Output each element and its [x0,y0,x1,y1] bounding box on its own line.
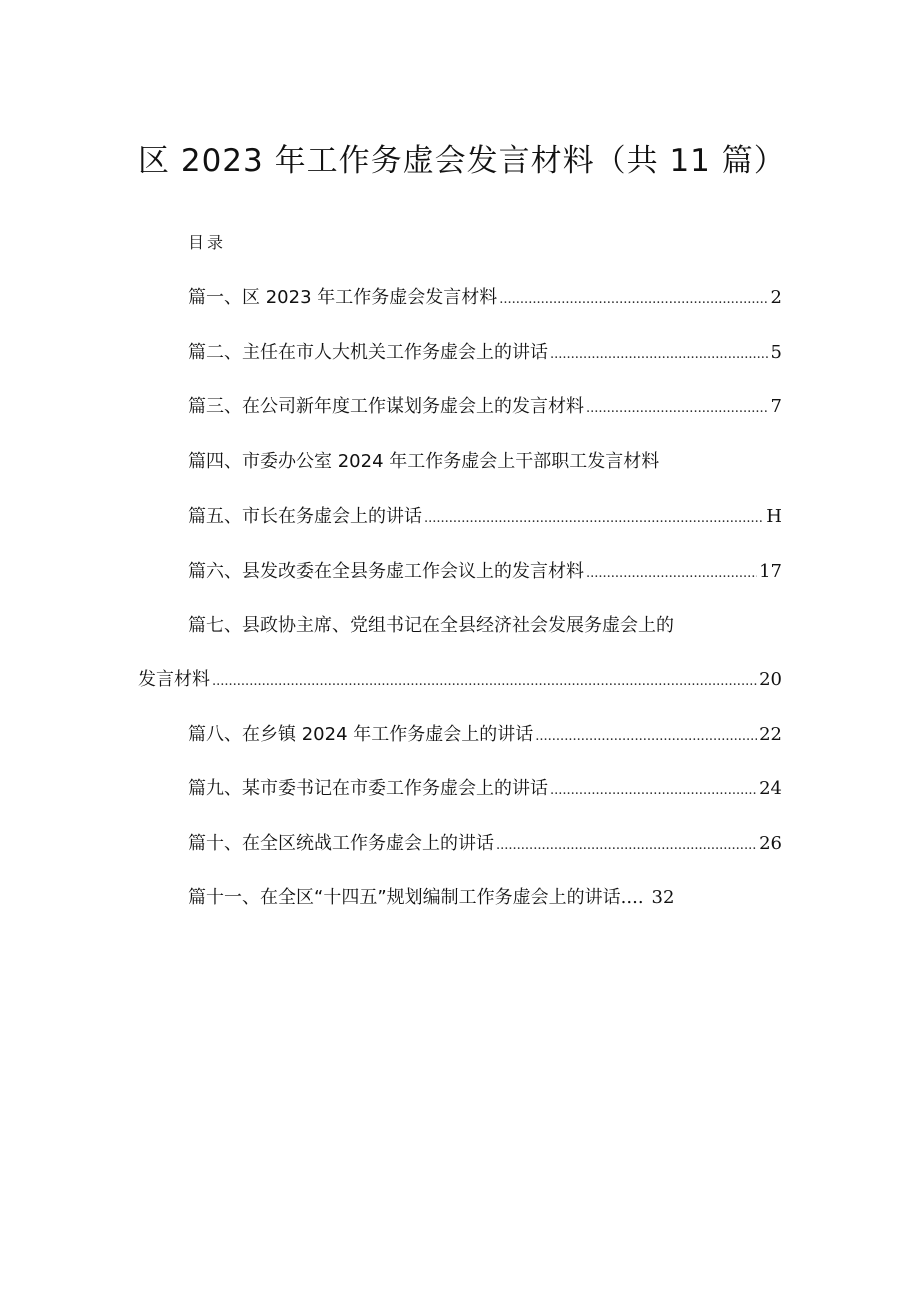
toc-entry-label: 篇十、在全区统战工作务虚会上的讲话 [188,833,494,854]
toc-entry-page: 20 [759,669,782,690]
toc-entry[interactable] [188,777,782,800]
toc-entry[interactable] [188,341,782,364]
toc-entry-label: 篇十一、在全区“十四五”规划编制工作务虚会上的讲话 [188,887,621,908]
toc-heading: 目录 [188,233,227,252]
toc-entry[interactable] [188,450,659,473]
toc-entry-label: 篇一、区 2023 年工作务虚会发言材料 [188,287,498,308]
toc-entry[interactable] [188,614,674,637]
leader-dots [550,347,769,364]
toc-entry-page: 22 [759,724,782,745]
leader-dots [535,729,757,746]
toc-entry[interactable] [188,832,782,855]
leader-dots [496,838,757,855]
toc-entry-label: 篇三、在公司新年度工作谋划务虚会上的发言材料 [188,396,584,417]
toc-entry-label: 发言材料 [138,669,210,690]
toc-entry-page: 5 [770,342,782,363]
toc-entry[interactable] [188,723,782,746]
toc-entry-label: 篇六、县发改委在全县务虚工作会议上的发言材料 [188,561,584,582]
toc-entry-page: 17 [759,561,782,582]
toc-entry[interactable] [188,286,782,309]
toc-entry-label: 篇五、市长在务虚会上的讲话 [188,506,422,527]
leader-dots [586,566,757,583]
toc-entry-label: 篇七、县政协主席、党组书记在全县经济社会发展务虚会上的 [188,615,674,636]
toc-entry-label: 篇九、某市委书记在市委工作务虚会上的讲话 [188,778,548,799]
document-title: 区 2023 年工作务虚会发言材料（共 11 篇） [138,143,786,179]
toc-entry-label: 篇八、在乡镇 2024 年工作务虚会上的讲话 [188,724,534,745]
leader-dots [212,674,757,691]
toc-entry-page: 7 [770,396,782,417]
leader-dots [499,292,768,309]
toc-entry[interactable] [188,395,782,418]
toc-entry[interactable] [188,560,782,583]
leader-dots: .... [620,887,644,908]
toc-entry-page: 2 [770,287,782,308]
toc-entry-label: 篇二、主任在市人大机关工作务虚会上的讲话 [188,342,548,363]
toc-entry-page: H [766,506,782,527]
leader-dots [586,401,769,418]
toc-entry-page: 26 [759,833,782,854]
toc-entry-label: 篇四、市委办公室 2024 年工作务虚会上干部职工发言材料 [188,451,660,472]
leader-dots [424,511,764,528]
toc-entry[interactable] [188,505,782,528]
leader-dots [550,783,757,800]
toc-entry-page: 32 [651,887,675,908]
toc-entry-continuation[interactable] [138,668,782,691]
toc-entry[interactable] [188,886,674,909]
toc-entry-page: 24 [759,778,782,799]
